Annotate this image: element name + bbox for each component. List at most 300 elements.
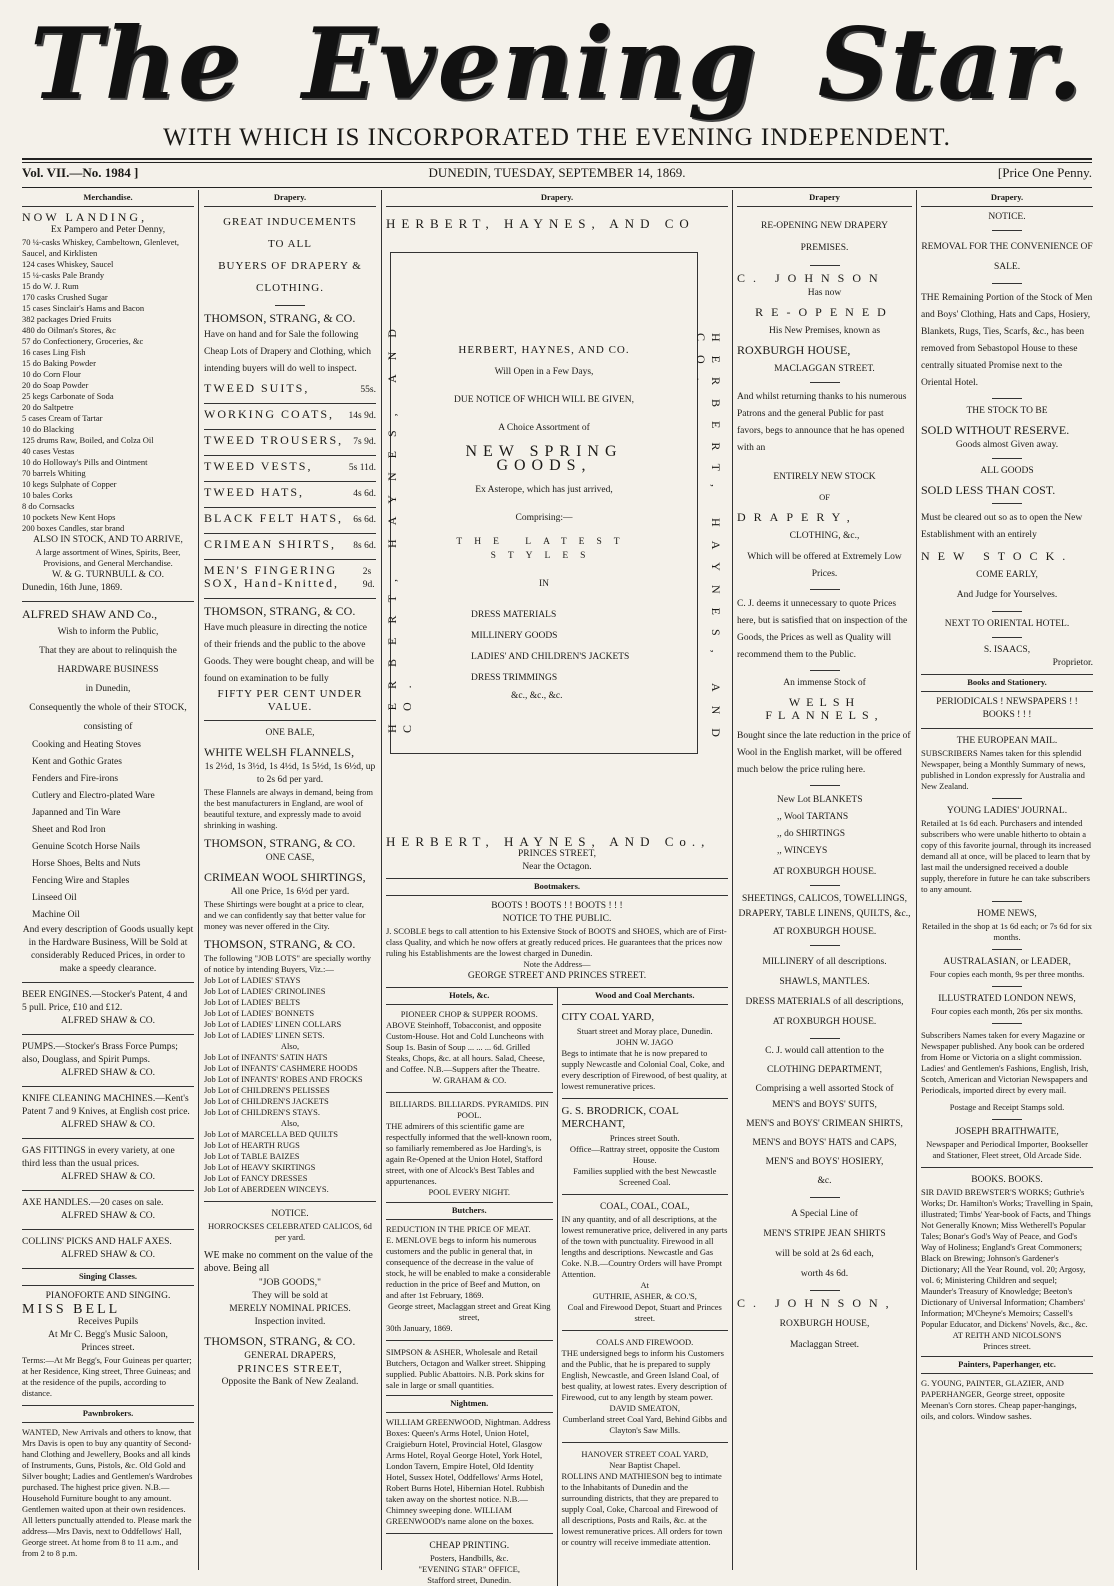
ad-body: Bought since the late reduction in the price of Wool in the English market, will be offered much below the price ruling here. [737, 731, 911, 775]
cargo-item: 10 pockets New Kent Hops [22, 512, 116, 522]
ad-date: 30th January, 1869. [386, 1323, 453, 1333]
ad-line: A large assortment of Wines, Spirits, Beer, Provisions, and General Merchandise. [35, 547, 181, 568]
ad-title: HANOVER STREET COAL YARD, [581, 1449, 709, 1459]
side-text: HERBERT, HAYNES, AND CO. [694, 333, 723, 751]
side-text: HERBERT, HAYNES, AND CO. [385, 315, 414, 733]
price-item-name: CRIMEAN SHIRTS, [204, 537, 336, 551]
divider [992, 949, 1022, 950]
ad-title: ILLUSTRATED LONDON NEWS, [938, 994, 1076, 1004]
mens-item: MEN'S and BOYS' HATS and CAPS, [752, 1138, 897, 1148]
ad-line: OF [819, 492, 830, 502]
ad-line: THE LATEST STYLES [456, 537, 632, 561]
ad-body: Retailed in the shop at 1s 6d each; or 7s 6d for six months. [922, 921, 1092, 942]
ad-body: SIMPSON & ASHER, Wholesale and Retail Butchers, Octagon and Walker street. Shipping supplied. Public Abattoirs. N.B. Pork skins for sale in large or small quantities. [386, 1347, 546, 1390]
section-header: Drapery. [204, 190, 376, 207]
hardware-item: Genuine Scotch Horse Nails [32, 842, 140, 852]
goods-item: DRESS MATERIALS [471, 610, 557, 620]
ad-line: Stafford street, Dunedin. [427, 1575, 512, 1585]
ad-title: G. S. BRODRICK, COAL MERCHANT, [561, 1105, 679, 1130]
job-lot-item: Job Lot of LADIES' STAYS [204, 975, 301, 985]
ad-line: Postage and Receipt Stamps sold. [949, 1102, 1065, 1112]
price-row [204, 534, 376, 560]
ad-line: Princes street South. [609, 1133, 680, 1143]
ad-body: J. SCOBLE begs to call attention to his Extensive Stock of BOOTS and SHOES, which are of First-class Quality, and which he now offers at greatly reduced prices. He guarantees that the prices now ruling his Establishments are the lowest charged in Dunedin. [386, 926, 727, 958]
ad-line: ALSO IN STOCK, AND TO ARRIVE, [33, 535, 183, 545]
ad-body: SUBSCRIBERS Names taken for this splendid Newspaper, being a Monthly Summary of news, published in London expressly for Australia and New Zealand. [921, 748, 1086, 791]
goods-item: LADIES' AND CHILDREN'S JACKETS [471, 652, 630, 662]
ad-line: DUE NOTICE OF WHICH WILL BE GIVEN, [453, 395, 635, 405]
advertiser-name: THOMSON, STRANG, & CO. [204, 604, 356, 618]
ad-body: G. YOUNG, PAINTER, GLAZIER, AND PAPERHANGER, George street, opposite Meenan's Corn stores. Cheap paper-hangings, oils, and colors. Window sashes. [921, 1378, 1077, 1421]
cargo-item: 10 do Corn Flour [22, 369, 81, 379]
ad-body: Four copies each month, 9s per three months. [929, 969, 1085, 979]
ad-line: C. J. would call attention to the [765, 1046, 884, 1056]
goods-item: DRESS TRIMMINGS [471, 673, 558, 683]
advertiser-name: W. & G. TURNBULL & CO. [51, 570, 165, 580]
ad-line: GENERAL DRAPERS, [244, 1351, 336, 1361]
masthead-rule [22, 158, 1092, 163]
section-header: Drapery [737, 190, 912, 207]
cargo-item: 5 cases Cream of Tartar [22, 413, 103, 423]
ad-title: WHITE WELSH FLANNELS, [204, 745, 355, 759]
column-herbert-lower [386, 834, 728, 1585]
ad-line: Office—Rattray street, opposite the Custom House. [569, 1144, 720, 1165]
divider [921, 1167, 1093, 1168]
advertiser-name: S. ISAACS, [983, 645, 1031, 655]
job-lot-item: Job Lot of INFANTS' SATIN HATS [204, 1052, 328, 1062]
ad-body: BEER ENGINES.—Stocker's Patent, 4 and 5 pull. Price, £10 and £12. [22, 990, 188, 1013]
advertiser-name: THOMSON, STRANG, & CO. [204, 937, 356, 951]
ad-line: TO ALL [268, 238, 312, 250]
ad-body: Families supplied with the best Newcastle Screened Coal. [573, 1166, 717, 1187]
cargo-item: 70 barrels Whiting [22, 468, 86, 478]
ad-line: GREAT INDUCEMENTS [223, 216, 357, 228]
column-rule [732, 190, 733, 1570]
ad-line: DRESS MATERIALS of all descriptions, [745, 997, 904, 1007]
cargo-item: 382 packages Dried Fruits [22, 314, 112, 324]
section-header: Drapery. [921, 190, 1093, 207]
ad-title: WELSH FLANNELS, [765, 695, 884, 722]
ad-line: Proprietor. [1052, 658, 1093, 668]
price-list [204, 378, 376, 599]
ad-line: All one Price, 1s 6½d per yard. [230, 887, 350, 897]
ad-title: SOLD LESS THAN COST. [921, 483, 1056, 497]
ad-line: MACLAGGAN STREET. [774, 364, 875, 374]
section-header: Hotels, &c. [386, 988, 553, 1005]
ad-body: These Shirtings were bought at a price to clear, and we can confidently say that better value for money was never offered in the City. [204, 899, 366, 931]
divider [992, 458, 1022, 459]
section-header: Merchandise. [22, 190, 194, 207]
job-lot-item: Job Lot of FANCY DRESSES [204, 1173, 308, 1183]
title-word: Evening [301, 6, 759, 122]
ad-title: NOW LANDING, [22, 210, 148, 224]
cargo-item: 15 cases Sinclair's Hams and Bacon [22, 303, 145, 313]
cargo-item: 15 ¼-casks Pale Brandy [22, 270, 105, 280]
ad-line: AT ROXBURGH HOUSE. [772, 867, 877, 877]
ad-body: SIR DAVID BREWSTER'S WORKS; Guthrie's Works; Dr. Hamilton's Works; Travelling in Spain, illustrated; Timbs' Year-book of Facts, and Things Not Generally Known; Miss Wetherell's Popular Tales; Bonar's God's Way of Peace, and God's Way of Holiness; England's Great Commoners; Black on Brewing; Johnson's Gardener's Dictionary; All the Year Round, vol. 20; Argosy, vol. 6; Ministering Children and sequel; Maunder's Treasury of Knowledge; Beeton's Dictionary of Universal Information; Chambers' Information; M'Cheyne's Memoirs; Cassell's Popular Educator, and Dickens' Novels, &c., &c. [921, 1187, 1093, 1329]
ad-body: Newspaper and Periodical Importer, Bookseller and Stationer, Fleet street, Old Arcade Side. [926, 1139, 1088, 1160]
ad-title: CITY COAL YARD, [561, 1011, 655, 1023]
ad-body: SHEETINGS, CALICOS, TOWELLINGS, DRAPERY, TABLE LINENS, QUILTS, &c., [738, 894, 911, 919]
ad-body: C. J. deems it unnecessary to quote Prices here, but is satisfied that on inspection of the Goods, the Prices as well as Quality will recommend them to the Public. [737, 599, 908, 660]
ad-title: BILLIARDS. BILLIARDS. PYRAMIDS. PIN POOL. [389, 1099, 549, 1120]
cargo-item: 15 do W. J. Rum [22, 281, 79, 291]
ad-line: A Special Line of [791, 1209, 858, 1219]
ad-line: RE-OPENED [755, 305, 894, 319]
new-lot-item: ,, Wool TARTANS [777, 812, 849, 822]
ad-line: ROXBURGH HOUSE, [779, 1319, 870, 1329]
cargo-item: 10 kegs Sulphate of Copper [22, 479, 117, 489]
advertiser-name: ALFRED SHAW & CO. [60, 1016, 156, 1026]
job-lot-item: Job Lot of HEAVY SKIRTINGS [204, 1162, 316, 1172]
section-header: Drapery. [386, 190, 728, 207]
ad-line: worth 4s 6d. [800, 1269, 849, 1279]
ad-line: At Mr C. Begg's Music Saloon, [48, 1330, 168, 1340]
price-item-value: 2s 9d. [362, 567, 375, 590]
divider [22, 1086, 194, 1087]
cargo-item: 124 cases Whiskey, Saucel [22, 259, 114, 269]
advertiser-name: ALFRED SHAW & CO. [60, 1250, 156, 1260]
job-lot-list [204, 1052, 376, 1118]
ad-body [22, 1316, 194, 1355]
ad-body: WILLIAM GREENWOOD, Nightman. Address Boxes: Queen's Arms Hotel, Union Hotel, Craigieburn Hotel, Provincial Hotel, Glasgow Arms Hotel, Royal George Hotel, York Hotel, London Tavern, Empire Hotel, Old Identity Hotel, Sussex Hotel, Oddfellows' Arms Hotel, Robert Burns Hotel, Hibernian Hotel. Rubbish taken away on the shortest notice. N.B.—Chimney sweeping done. WILLIAM GREENWOOD's name alone on the boxes. [386, 1417, 551, 1526]
ad-title: AUSTRALASIAN, or LEADER, [943, 957, 1071, 967]
ad-body: Four copies each month, 26s per six months. [931, 1006, 1083, 1016]
price-item-value: 7s 9d. [353, 437, 376, 447]
newspaper-title [30, 6, 1084, 122]
job-lot-item: Job Lot of INFANTS' ROBES AND FROCKS [204, 1074, 363, 1084]
ad-line: PRINCES STREET, [518, 849, 596, 859]
ad-line: MEN'S STRIPE JEAN SHIRTS [763, 1229, 886, 1239]
price-item-value: 5s 11d. [348, 463, 376, 473]
issue-date: DUNEDIN, TUESDAY, SEPTEMBER 14, 1869. [428, 165, 686, 180]
cargo-item: 20 do Soap Powder [22, 380, 89, 390]
price-row [204, 560, 376, 599]
divider [992, 283, 1022, 284]
ad-line: A Choice Assortment of [498, 423, 590, 433]
job-lot-item: Job Lot of MARCELLA BED QUILTS [204, 1129, 339, 1139]
cargo-item: 25 kegs Carbonate of Soda [22, 391, 114, 401]
ad-body: THE admirers of this scientific game are respectfully informed that the well-known room, so familiarly remembered as Joe Harding's, is again Re-Opened at the Union Hotel, Stafford street, with one of Alcock's Best Tables and appurtenances. [386, 1121, 552, 1186]
ad-line: ONE CASE, [265, 853, 315, 863]
price-item-name: WORKING COATS, [204, 407, 334, 421]
ad-line: "JOB GOODS," [258, 1278, 322, 1288]
ad-body: And every description of Goods usually kept in the Hardware Business, Will be Sold at considerably Reduced Prices, in order to make a speedy clearance. [22, 925, 194, 974]
ad-title: NEW SPRING GOODS, [465, 443, 623, 474]
ad-line: HORROCKSES CELEBRATED CALICOS, 6d per yard. [208, 1221, 372, 1242]
ad-body: Begs to intimate that he is now prepared to supply Newcastle and Colonial Coal, Coke, and every description of Firewood, of best quality, at lowest remunerative prices. [561, 1048, 727, 1091]
price-item-name: TWEED SUITS, [204, 381, 310, 395]
mens-item: &c. [817, 1176, 832, 1186]
ad-line: MERELY NOMINAL PRICES. [229, 1304, 351, 1314]
cargo-item: 57 do Confectionery, Groceries, &c [22, 336, 144, 346]
ad-title: HERBERT, HAYNES, AND Co., [386, 834, 711, 849]
dateline-rule [22, 187, 1092, 188]
new-lot-list [737, 792, 912, 860]
cargo-list [22, 237, 194, 534]
ad-line: ONE BALE, [265, 728, 315, 738]
ad-body: KNIFE CLEANING MACHINES.—Kent's Patent 7 and 9 Knives, at English cost price. [22, 1094, 190, 1117]
ad-line: George street, Maclaggan street and Great King street, [388, 1301, 551, 1322]
ad-line: 1s 2½d, 1s 3½d, 1s 4½d, 1s 5½d, 1s 6½d, up to 2s 6d per yard. [204, 762, 376, 785]
divider [992, 986, 1022, 987]
advertiser-name: ALFRED SHAW & CO. [60, 1172, 156, 1182]
hardware-item: Fencing Wire and Staples [32, 876, 130, 886]
ad-line: Has now [807, 288, 842, 298]
ad-line: Note the Address— [523, 959, 591, 969]
price-row [204, 482, 376, 508]
ad-title: BOOKS. BOOKS. [971, 1175, 1043, 1185]
ad-line: That they are about to relinquish the [39, 646, 177, 656]
divider [386, 1092, 553, 1093]
hardware-item: Japanned and Tin Ware [32, 808, 121, 818]
ad-line: Comprising a well assorted Stock of [755, 1084, 894, 1094]
ad-title: REDUCTION IN THE PRICE OF MEAT. [386, 1224, 531, 1234]
ad-title: ALFRED SHAW AND Co., [22, 607, 158, 621]
divider [810, 382, 840, 383]
ad-title: CRIMEAN WOOL SHIRTINGS, [204, 870, 366, 884]
divider [992, 1023, 1022, 1024]
divider [386, 1340, 553, 1341]
section-header: Butchers. [386, 1202, 553, 1220]
ad-title: NEW STOCK. [921, 549, 1074, 563]
ad-line: ALL GOODS [980, 466, 1034, 476]
divider [810, 1038, 840, 1039]
job-lot-item: Job Lot of CHILDREN'S STAYS. [204, 1107, 321, 1117]
ad-line: Will Open in a Few Days, [494, 367, 594, 377]
divider [810, 265, 840, 266]
goods-item: MILLINERY GOODS [471, 631, 558, 641]
ad-title: PIONEER CHOP & SUPPER ROOMS. [400, 1009, 538, 1019]
ad-title: PERIODICALS ! NEWSPAPERS ! ! BOOKS ! ! ! [936, 697, 1078, 720]
ad-line: Stuart street and Moray place, Dunedin. [576, 1026, 713, 1036]
advertiser-name: ALFRED SHAW & CO. [60, 1120, 156, 1130]
cargo-item: 10 do Holloway's Pills and Ointment [22, 457, 148, 467]
divider [992, 611, 1022, 612]
ad-body: THE Remaining Portion of the Stock of Men and Boys' Clothing, Hats and Caps, Hosiery, Blankets, Rugs, Ties, Scarfs, &c., has been removed from Sebastopol House to these centrally situated Promise next to the Oriental Hotel. [921, 293, 1093, 388]
new-lot-item: ,, do SHIRTINGS [777, 829, 846, 839]
job-lot-item: Job Lot of LADIES' BONNETS [204, 1008, 315, 1018]
ad-body: ROLLINS AND MATHIESON beg to intimate to the Inhabitants of Dunedin and the surrounding districts, that they are prepared to supply Coal, Coke, Charcoal and Firewood of all descriptions, Posts and Rails, &c. at the lowest remunerative prices. All orders for town or country will receive immediate attention. [561, 1471, 723, 1547]
ad-title: HERBERT, HAYNES, AND CO. [458, 344, 630, 356]
ad-body: COLLINS' PICKS AND HALF AXES. [22, 1237, 172, 1247]
ad-date: Dunedin, 16th June, 1869. [22, 583, 123, 593]
ad-line: Also, [280, 1118, 300, 1128]
ad-line: Opposite the Bank of New Zealand. [221, 1377, 359, 1387]
ad-title: DRAPERY, [737, 510, 858, 524]
ad-line: COME EARLY, [976, 570, 1038, 580]
price-item-name: MEN'S FINGERING SOX, Hand-Knitted, [204, 563, 339, 590]
price-item-value: 8s 6d. [353, 541, 376, 551]
ad-line: Goods almost Given away. [955, 440, 1059, 450]
ad-line: ENTIRELY NEW STOCK [773, 472, 876, 482]
divider [810, 670, 840, 671]
ad-body: Retailed at 1s 6d each. Purchasers and intended subscribers who were unable hitherto to obtain a copy of this favorite journal, through its increased demand all at once, will be placed to learn that by last mail the undersigned received a double supply, therefore in future he can take subscribers to any amount. [921, 818, 1091, 894]
ad-line: will be sold at 2s 6d each, [775, 1249, 874, 1259]
ad-title: CHEAP PRINTING. [429, 1541, 510, 1551]
ad-body: These Flannels are always in demand, being from the best manufacturers in England, are wool of beautiful texture, and expressly made to avoid shrinking in washing. [204, 787, 374, 830]
advertiser-name: C. JOHNSON, [737, 1296, 897, 1310]
cargo-item: 170 casks Crushed Sugar [22, 292, 108, 302]
job-lot-list [204, 975, 376, 1041]
cargo-item: 20 do Saltpetre [22, 402, 74, 412]
section-header: Wood and Coal Merchants. [562, 988, 729, 1005]
ad-line: Princes street. [81, 1343, 135, 1353]
ad-title: BOOTS ! BOOTS ! ! BOOTS ! ! ! [491, 901, 623, 911]
ad-body: PUMPS.—Stocker's Brass Force Pumps; also, Douglass, and Spirit Pumps. [22, 1042, 178, 1065]
ad-line: AT ROXBURGH HOUSE. [772, 1017, 877, 1027]
price-row [204, 404, 376, 430]
ad-body [421, 343, 667, 703]
advertiser-name: C. JOHNSON [737, 271, 886, 285]
ad-body: GAS FITTINGS in every variety, at one third less than the usual prices. [22, 1146, 175, 1169]
mens-item: MEN'S and BOYS' SUITS, [772, 1100, 877, 1110]
subcolumn-right [558, 988, 729, 1586]
price-item-name: BLACK FELT HATS, [204, 511, 344, 525]
hardware-item: Fenders and Fire-irons [32, 774, 119, 784]
advertiser-name: JOSEPH BRAITHWAITE, [955, 1127, 1059, 1137]
divider [22, 1229, 194, 1230]
job-lot-item: Job Lot of LADIES' LINEN COLLARS [204, 1019, 342, 1029]
ad-body: WANTED, New Arrivals and others to know, that Mrs Davis is open to buy any quantity of Second-hand Clothing and Jewellery, Books and all kinds of Instruments, Guns, Pistols, &c. Old Gold and Silver bought; Ladies and Gentlemen's Wardrobes purchased. The highest price given. N.B.—Household Furniture bought to any amount. Gentlemen waited upon at their own residences. All letters punctually attended to. Please mark the address—Mrs Davis, next to Oddfellows' Hall, George street. At home from 8 to 11 a.m., and from 2 to 8 p.m. [22, 1427, 193, 1558]
price-item-value: 55s. [360, 385, 376, 395]
ad-title: THE EUROPEAN MAIL. [956, 736, 1058, 746]
ad-body: WE make no comment on the value of the above. Being all [204, 1250, 373, 1274]
ad-body: And whilst returning thanks to his numerous Patrons and the general Public for past favors, begs to announce that he has opened with an [737, 392, 907, 453]
divider [386, 1533, 553, 1534]
ad-line: Also, [280, 1041, 300, 1051]
ad-line: Cumberland street Coal Yard, Behind Gibbs and Clayton's Saw Mills. [562, 1414, 727, 1435]
ad-line: BUYERS OF DRAPERY & CLOTHING. [218, 260, 362, 294]
hardware-item: Cooking and Heating Stoves [32, 740, 141, 750]
ad-line: They will be sold at [252, 1291, 328, 1301]
column-rule [381, 190, 382, 1570]
ad-line: An immense Stock of [783, 678, 866, 688]
divider [22, 982, 194, 983]
cargo-item: 480 do Oilman's Stores, &c [22, 325, 116, 335]
divider [810, 1290, 840, 1291]
ad-body: Terms:—At Mr Begg's, Four Guineas per quarter; at her Residence, King street, Three Guineas; and at the residence of the pupils, according to distance. [22, 1355, 192, 1398]
two-column-block [386, 987, 728, 1586]
ad-line: Maclaggan Street. [789, 1340, 860, 1350]
ad-line: POOL EVERY NIGHT. [428, 1187, 511, 1197]
ad-body: Which will be offered at Extremely Low Prices. [747, 552, 902, 579]
divider [810, 785, 840, 786]
divider [810, 589, 840, 590]
advertiser-name: ALFRED SHAW & CO. [60, 1068, 156, 1078]
ad-line: Wish to inform the Public, [57, 627, 159, 637]
ad-line: THE STOCK TO BE [966, 406, 1048, 416]
divider [22, 1034, 194, 1035]
ad-title: YOUNG LADIES' JOURNAL. [946, 806, 1068, 816]
job-lot-list [204, 1129, 376, 1195]
ad-body: THE undersigned begs to inform his Customers and the Public, that he is prepared to supply English, Newcastle, and Green Island Coal, of best quality, at lowest rates. Every description of Firewood, cut to any length by steam power. [561, 1348, 727, 1402]
divider [810, 885, 840, 886]
ad-line: MILLINERY of all descriptions. [762, 957, 887, 967]
ad-line: Princes street. [983, 1341, 1031, 1351]
ad-line: Receives Pupils [77, 1317, 139, 1327]
price-item-value: 6s 6d. [353, 515, 376, 525]
ad-title: NOTICE. [271, 1209, 309, 1219]
ad-body: Have much pleasure in directing the notice of their friends and the public to the above Goods. They were bought cheap, and will be found on examination to be fully [204, 623, 374, 684]
ad-title: COAL, COAL, COAL, [600, 1202, 690, 1212]
price-row [204, 430, 376, 456]
ad-body: Subscribers Names taken for every Magazine or Newspaper published. Any book can be ordered from Home or Victoria on a slight commission. Ladies' and Gentlemen's Fashions, English, Irish, Scotch, American and Victorian Newspapers and Periodicals, imported direct by every mail. [921, 1030, 1089, 1095]
ad-line: NEXT TO ORIENTAL HOTEL. [944, 619, 1070, 629]
ad-title: RE-OPENING NEW DRAPERY PREMISES. [760, 221, 889, 253]
ad-line: CLOTHING, &c., [789, 531, 860, 541]
divider [992, 503, 1022, 504]
section-header: Painters, Paperhanger, etc. [921, 1356, 1093, 1374]
divider [921, 728, 1093, 729]
job-lot-item: Job Lot of LADIES' BELTS [204, 997, 301, 1007]
hardware-item: Linseed Oil [32, 893, 77, 903]
ad-title: MISS BELL [22, 1302, 121, 1317]
job-lot-item: Job Lot of HEARTH RUGS [204, 1140, 300, 1150]
ad-line: His New Premises, known as [768, 326, 881, 336]
volume-number: Vol. VII.—No. 1984 ] [22, 165, 139, 180]
divider [562, 1194, 729, 1195]
masthead-subtitle: WITH WHICH IS INCORPORATED THE EVENING INDEPENDENT. [163, 124, 951, 151]
advertiser-name: DAVID SMEATON, [609, 1403, 681, 1413]
ad-line: Inspection invited. [254, 1317, 326, 1327]
ad-line: Near Baptist Chapel. [609, 1460, 681, 1470]
job-lot-item: Job Lot of INFANTS' CASHMERE HOODS [204, 1063, 358, 1073]
ad-line: GEORGE STREET AND PRINCES STREET. [467, 971, 647, 981]
cargo-item: 10 do Blacking [22, 424, 74, 434]
column-isaacs-books [921, 190, 1093, 1570]
ad-line: Ex Asterope, which has just arrived, [475, 485, 613, 495]
cargo-item: 10 bales Corks [22, 490, 73, 500]
goods-list [421, 605, 667, 689]
advertiser-name: THOMSON, STRANG, & CO. [204, 311, 356, 325]
divider [204, 720, 376, 721]
column-roxburgh-house [737, 190, 912, 1570]
mens-list [737, 1096, 912, 1191]
divider [22, 601, 194, 602]
ad-body: IN any quantity, and of all descriptions, at the lowest remunerative price, delivered in any parts of the town with punctuality. Firewood in all lengths and descriptions. Newcastle and Gas Coke. N.B.—Country Orders will have Prompt Attention. [561, 1214, 728, 1279]
ad-title: PIANOFORTE AND SINGING. [45, 1291, 171, 1301]
advertiser-name: THOMSON, STRANG, & CO. [204, 836, 356, 850]
ad-line: HARDWARE BUSINESS [57, 665, 159, 675]
subcolumn-left [386, 988, 558, 1586]
column-rule [198, 190, 199, 1570]
column-drapery-thomson [204, 190, 376, 1570]
ad-title: COALS AND FIREWOOD. [596, 1337, 694, 1347]
hardware-item: Kent and Gothic Grates [32, 757, 122, 767]
divider [562, 1330, 729, 1331]
cargo-item: 70 ¼-casks Whiskey, Cambeltown, Glenlevet, Saucel, and Kirklisten [22, 237, 179, 258]
ad-body [22, 623, 194, 737]
ad-line: NOTICE TO THE PUBLIC. [502, 914, 612, 924]
price-item-value: 14s 9d. [348, 411, 376, 421]
divider [992, 637, 1022, 638]
ad-title: NOTICE. [988, 212, 1026, 222]
new-lot-item: New Lot BLANKETS [777, 795, 863, 805]
ad-line: Comprising:— [515, 513, 573, 523]
ad-title: HERBERT, HAYNES, AND CO [386, 216, 695, 231]
job-lot-item: Job Lot of ABERDEEN WINCEYS. [204, 1184, 329, 1194]
ad-line: PRINCES STREET, [237, 1363, 343, 1375]
cargo-item: 8 do Cornsacks [22, 501, 75, 511]
ad-title: REMOVAL FOR THE CONVENIENCE OF SALE. [921, 242, 1093, 272]
column-merchandise [22, 190, 194, 1570]
ad-body: E. MENLOVE begs to inform his numerous customers and the public in general that, in consequence of the decrease in the value of stock, he will be enabled to make a considerable reduction in the price of Beef and Mutton, on and after 1st February, 1869. [386, 1235, 551, 1300]
ad-line: consisting of [83, 722, 133, 732]
cargo-item: 200 boxes Candles, star brand [22, 523, 125, 533]
divider [22, 1138, 194, 1139]
ad-body: AXE HANDLES.—20 cases on sale. [22, 1198, 164, 1208]
